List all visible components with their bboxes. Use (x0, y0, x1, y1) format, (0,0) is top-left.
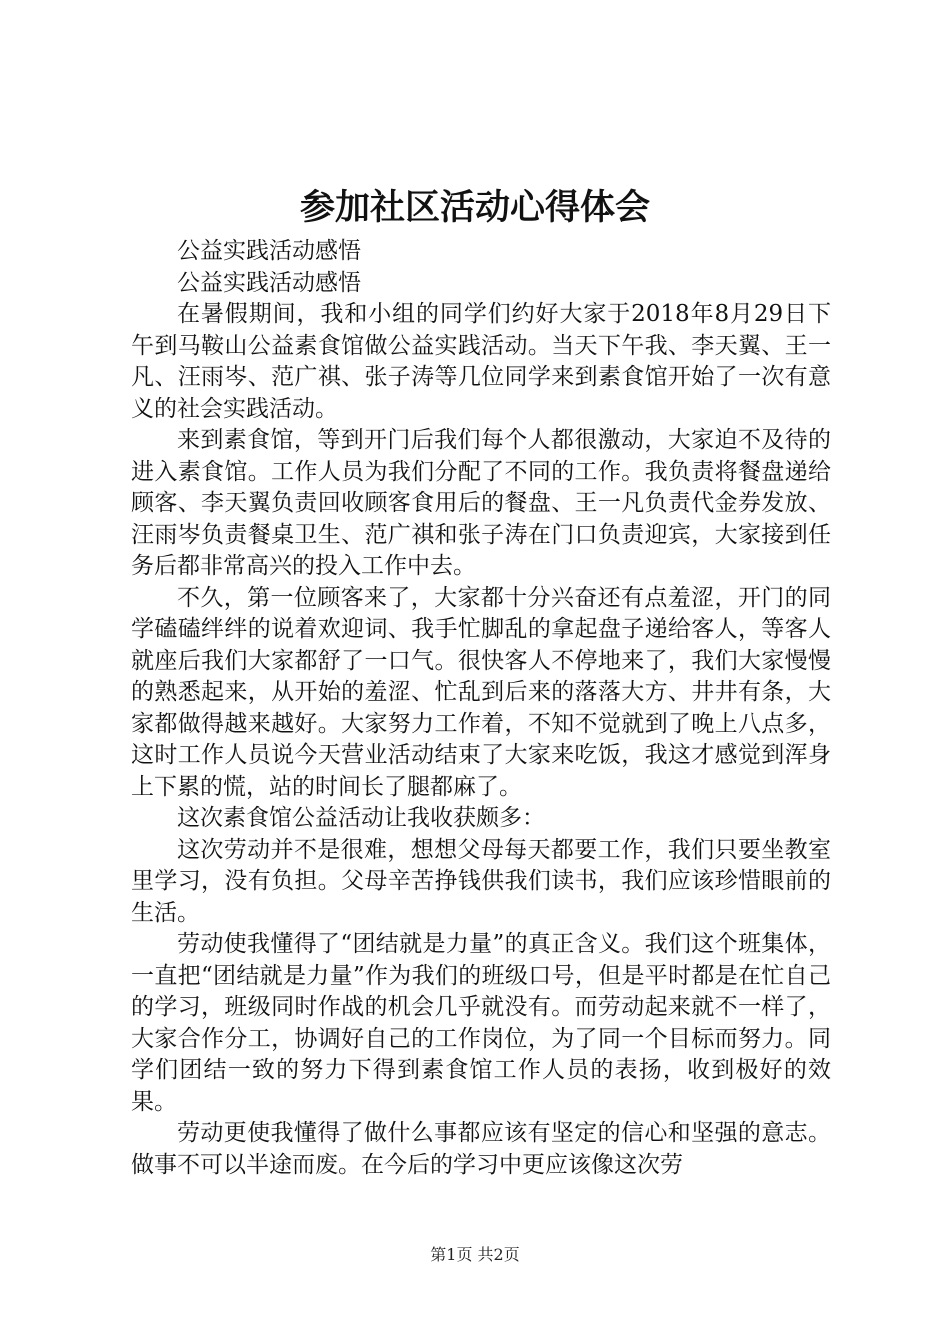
paragraph: 来到素食馆，等到开门后我们每个人都很激动，大家迫不及待的进入素食馆。工作人员为我们分配了不同的工作。我负责将餐盘递给顾客、李天翼负责回收顾客食用后的餐盘、王一凡负责代金券发放、汪雨岑负责餐桌卫生、范广祺和张子涛在门口负责迎宾，大家接到任务后都非常高兴的投入工作中去。 (131, 427, 831, 579)
page-footer: 第1页 共2页 (430, 1245, 520, 1264)
paragraph: 劳动更使我懂得了做什么事都应该有坚定的信心和坚强的意志。做事不可以半途而废。在今后的学习中更应该像这次劳 (131, 1120, 831, 1178)
document-title: 参加社区活动心得体会 (299, 187, 650, 228)
paragraph: 公益实践活动感悟 (177, 269, 361, 296)
paragraph: 这次素食馆公益活动让我收获颇多： (177, 805, 545, 831)
paragraph: 这次劳动并不是很难，想想父母每天都要工作，我们只要坐教室里学习，没有负担。父母辛苦挣钱供我们读书，我们应该珍惜眼前的生活。 (131, 836, 831, 926)
paragraph: 劳动使我懂得了“团结就是力量”的真正含义。我们这个班集体，一直把“团结就是力量”作为我们的班级口号，但是平时都是在忙自己的学习，班级同时作战的机会几乎就没有。而劳动起来就不一样了，大家合作分工，协调好自己的工作岗位，为了同一个目标而努力。同学们团结一致的努力下得到素食馆工作人员的表扬，收到极好的效果。 (131, 931, 831, 1115)
paragraph: 公益实践活动感悟 (177, 238, 361, 264)
document-body (131, 236, 831, 1181)
paragraph: 不久，第一位顾客来了，大家都十分兴奋还有点羞涩，开门的同学磕磕绊绊的说着欢迎词、我手忙脚乱的拿起盘子递给客人，等客人就座后我们大家都舒了一口气。很快客人不停地来了，我们大家慢慢的熟悉起来，从开始的羞涩、忙乱到后来的落落大方、井井有条，大家都做得越来越好。大家努力工作着，不知不觉就到了晚上八点多，这时工作人员说今天营业活动结束了大家来吃饭，我这才感觉到浑身上下累的慌，站的时间长了腿都麻了。 (131, 584, 831, 800)
paragraph: 在暑假期间，我和小组的同学们约好大家于2018年8月29日下午到马鞍山公益素食馆做公益实践活动。当天下午我、李天翼、王一凡、汪雨岑、范广祺、张子涛等几位同学来到素食馆开始了一次有意义的社会实践活动。 (131, 301, 831, 422)
